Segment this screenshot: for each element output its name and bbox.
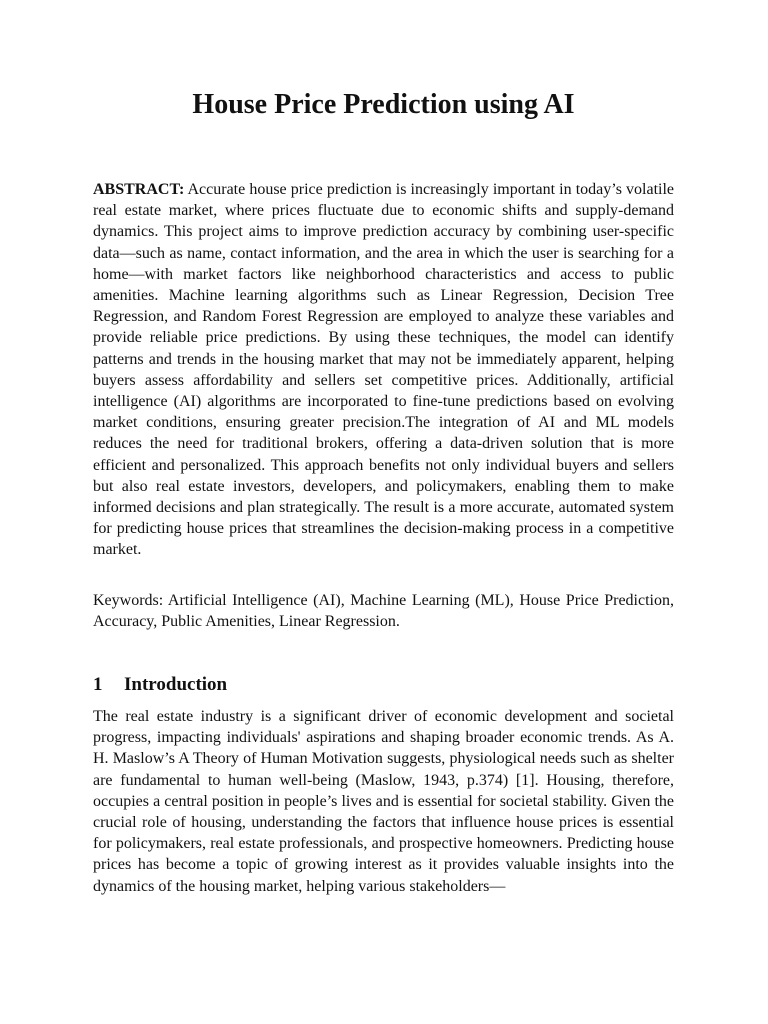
section-number: 1 <box>93 674 103 695</box>
section-title: Introduction <box>124 674 228 695</box>
introduction-paragraph: The real estate industry is a significant driver of economic development and societal progress, impacting individuals' aspirations and shaping broader economic trends. As A. H. Maslow’s A Theory of Human Motivation suggests, physiological needs such as shelter are fundamental to human well-being (Maslow, 1943, p.374) [1]. Housing, therefore, occupies a central position in people’s lives and is essential for societal stability. Given the crucial role of housing, understanding the factors that influence house prices is essential for policymakers, real estate professionals, and prospective homeowners. Predicting house prices has become a topic of growing interest as it provides valuable insights into the dynamics of the housing market, helping various stakeholders— <box>93 708 674 895</box>
abstract-text: Accurate house price prediction is increasingly important in today’s volatile real estate market, where prices fluctuate due to economic shifts and supply-demand dynamics. This project aims to improve prediction accuracy by combining user-specific data—such as name, contact information, and the area in which the user is searching for a home—with market factors like neighborhood characteristics and access to public amenities. Machine learning algorithms such as Linear Regression, Decision Tree Regression, and Random Forest Regression are employed to analyze these variables and provide reliable price predictions. By using these techniques, the model can identify patterns and trends in the housing market that may not be immediately apparent, helping buyers assess affordability and sellers set competitive prices. Additionally, artificial intelligence (AI) algorithms are incorporated to fine-tune predictions based on evolving market conditions, ensuring greater precision.The integration of AI and ML models reduces the need for traditional brokers, offering a data-driven solution that is more efficient and personalized. This approach benefits not only individual buyers and sellers but also real estate investors, developers, and policymakers, enabling them to make informed decisions and plan strategically. The result is a more accurate, automated system for predicting house prices that streamlines the decision-making process in a competitive market. <box>93 181 674 559</box>
abstract-label: ABSTRACT: <box>93 181 185 198</box>
abstract-paragraph <box>93 179 674 561</box>
section-heading-introduction <box>93 673 674 697</box>
keywords-paragraph: Keywords: Artificial Intelligence (AI), Machine Learning (ML), House Price Prediction, Accuracy, Public Amenities, Linear Regression. <box>93 592 674 631</box>
paper-title: House Price Prediction using AI <box>192 89 575 120</box>
